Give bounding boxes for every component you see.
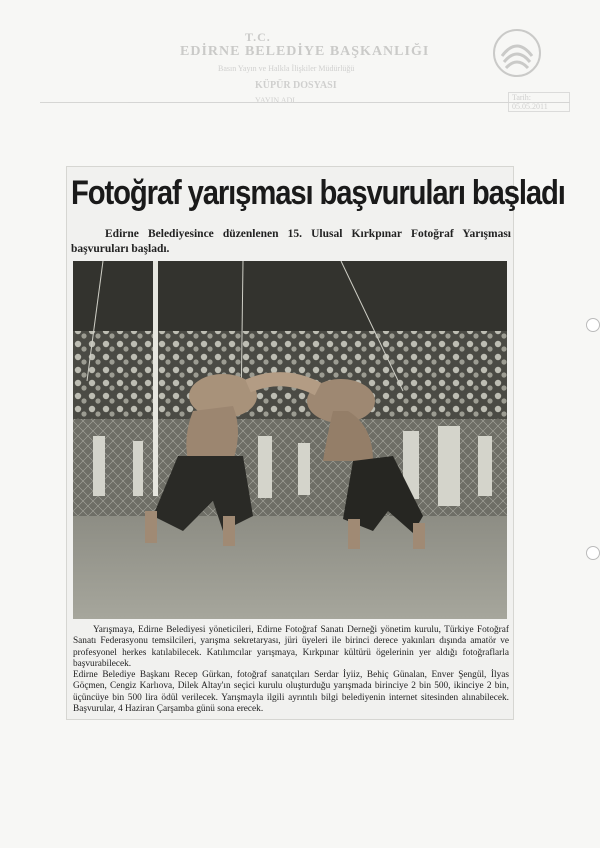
letterhead-department: Basın Yayın ve Halkla İlişkiler Müdürlüğü <box>218 64 355 73</box>
article-paragraph-1: Yarışmaya, Edirne Belediyesi yöneticileri, Edirne Fotoğraf Sanatı Derneği yönetim kurulu, Türkiye Fotoğraf Sanatı Federasyonu temsilcileri, yarışma sekretaryası, jüri üyeleri ile birinci derece yakınları dışında amatör ve profesyonel herkes katılabilecek. Katılımcılar yarışmaya, Kırkpınar kültürü ögelerinin yer aldığı fotoğraflarla başvurabilecek. <box>73 625 509 669</box>
wrestling-photo <box>73 261 507 619</box>
municipality-logo-icon <box>492 26 542 80</box>
wrestling-photo-image <box>73 261 507 619</box>
letterhead <box>40 8 570 112</box>
punch-hole <box>586 318 600 332</box>
letterhead-file-label: KÜPÜR DOSYASI <box>255 80 337 91</box>
letterhead-tc: T.C. <box>245 30 271 44</box>
letterhead-date-box: Tarih: 05.05.2011 <box>508 92 570 112</box>
punch-hole <box>586 546 600 560</box>
letterhead-rule <box>40 102 570 103</box>
letterhead-institution: EDİRNE BELEDİYE BAŞKANLIĞI <box>180 44 430 59</box>
article-paragraph-2: Edirne Belediye Başkanı Recep Gürkan, fotoğraf sanatçıları Serdar İyiiz, Behiç Günalan, Enver Şengül, İlyas Göçmen, Cengiz Karlıova, Dilek Altay'ın seçici kurulu oluşturduğu yarışmada birinciye 2 bin 500, ikinciye 2 bin, üçüncüye bin 500 lira ödül verilecek. Yarışmayla ilgili ayrıntılı bilgi belediyenin internet sitesinden alınabilecek. Başvurular, 4 Haziran Çarşamba günü sona erecek. <box>73 670 509 715</box>
article-body <box>73 625 509 715</box>
article-headline: Fotoğraf yarışması başvuruları başladı <box>71 174 565 212</box>
article-subhead: Edirne Belediyesince düzenlenen 15. Ulusal Kırkpınar Fotoğraf Yarışması başvuruları başladı. <box>71 228 511 255</box>
newspaper-clipping <box>66 166 565 720</box>
letterhead-publication-label: YAYIN ADI <box>255 96 295 105</box>
